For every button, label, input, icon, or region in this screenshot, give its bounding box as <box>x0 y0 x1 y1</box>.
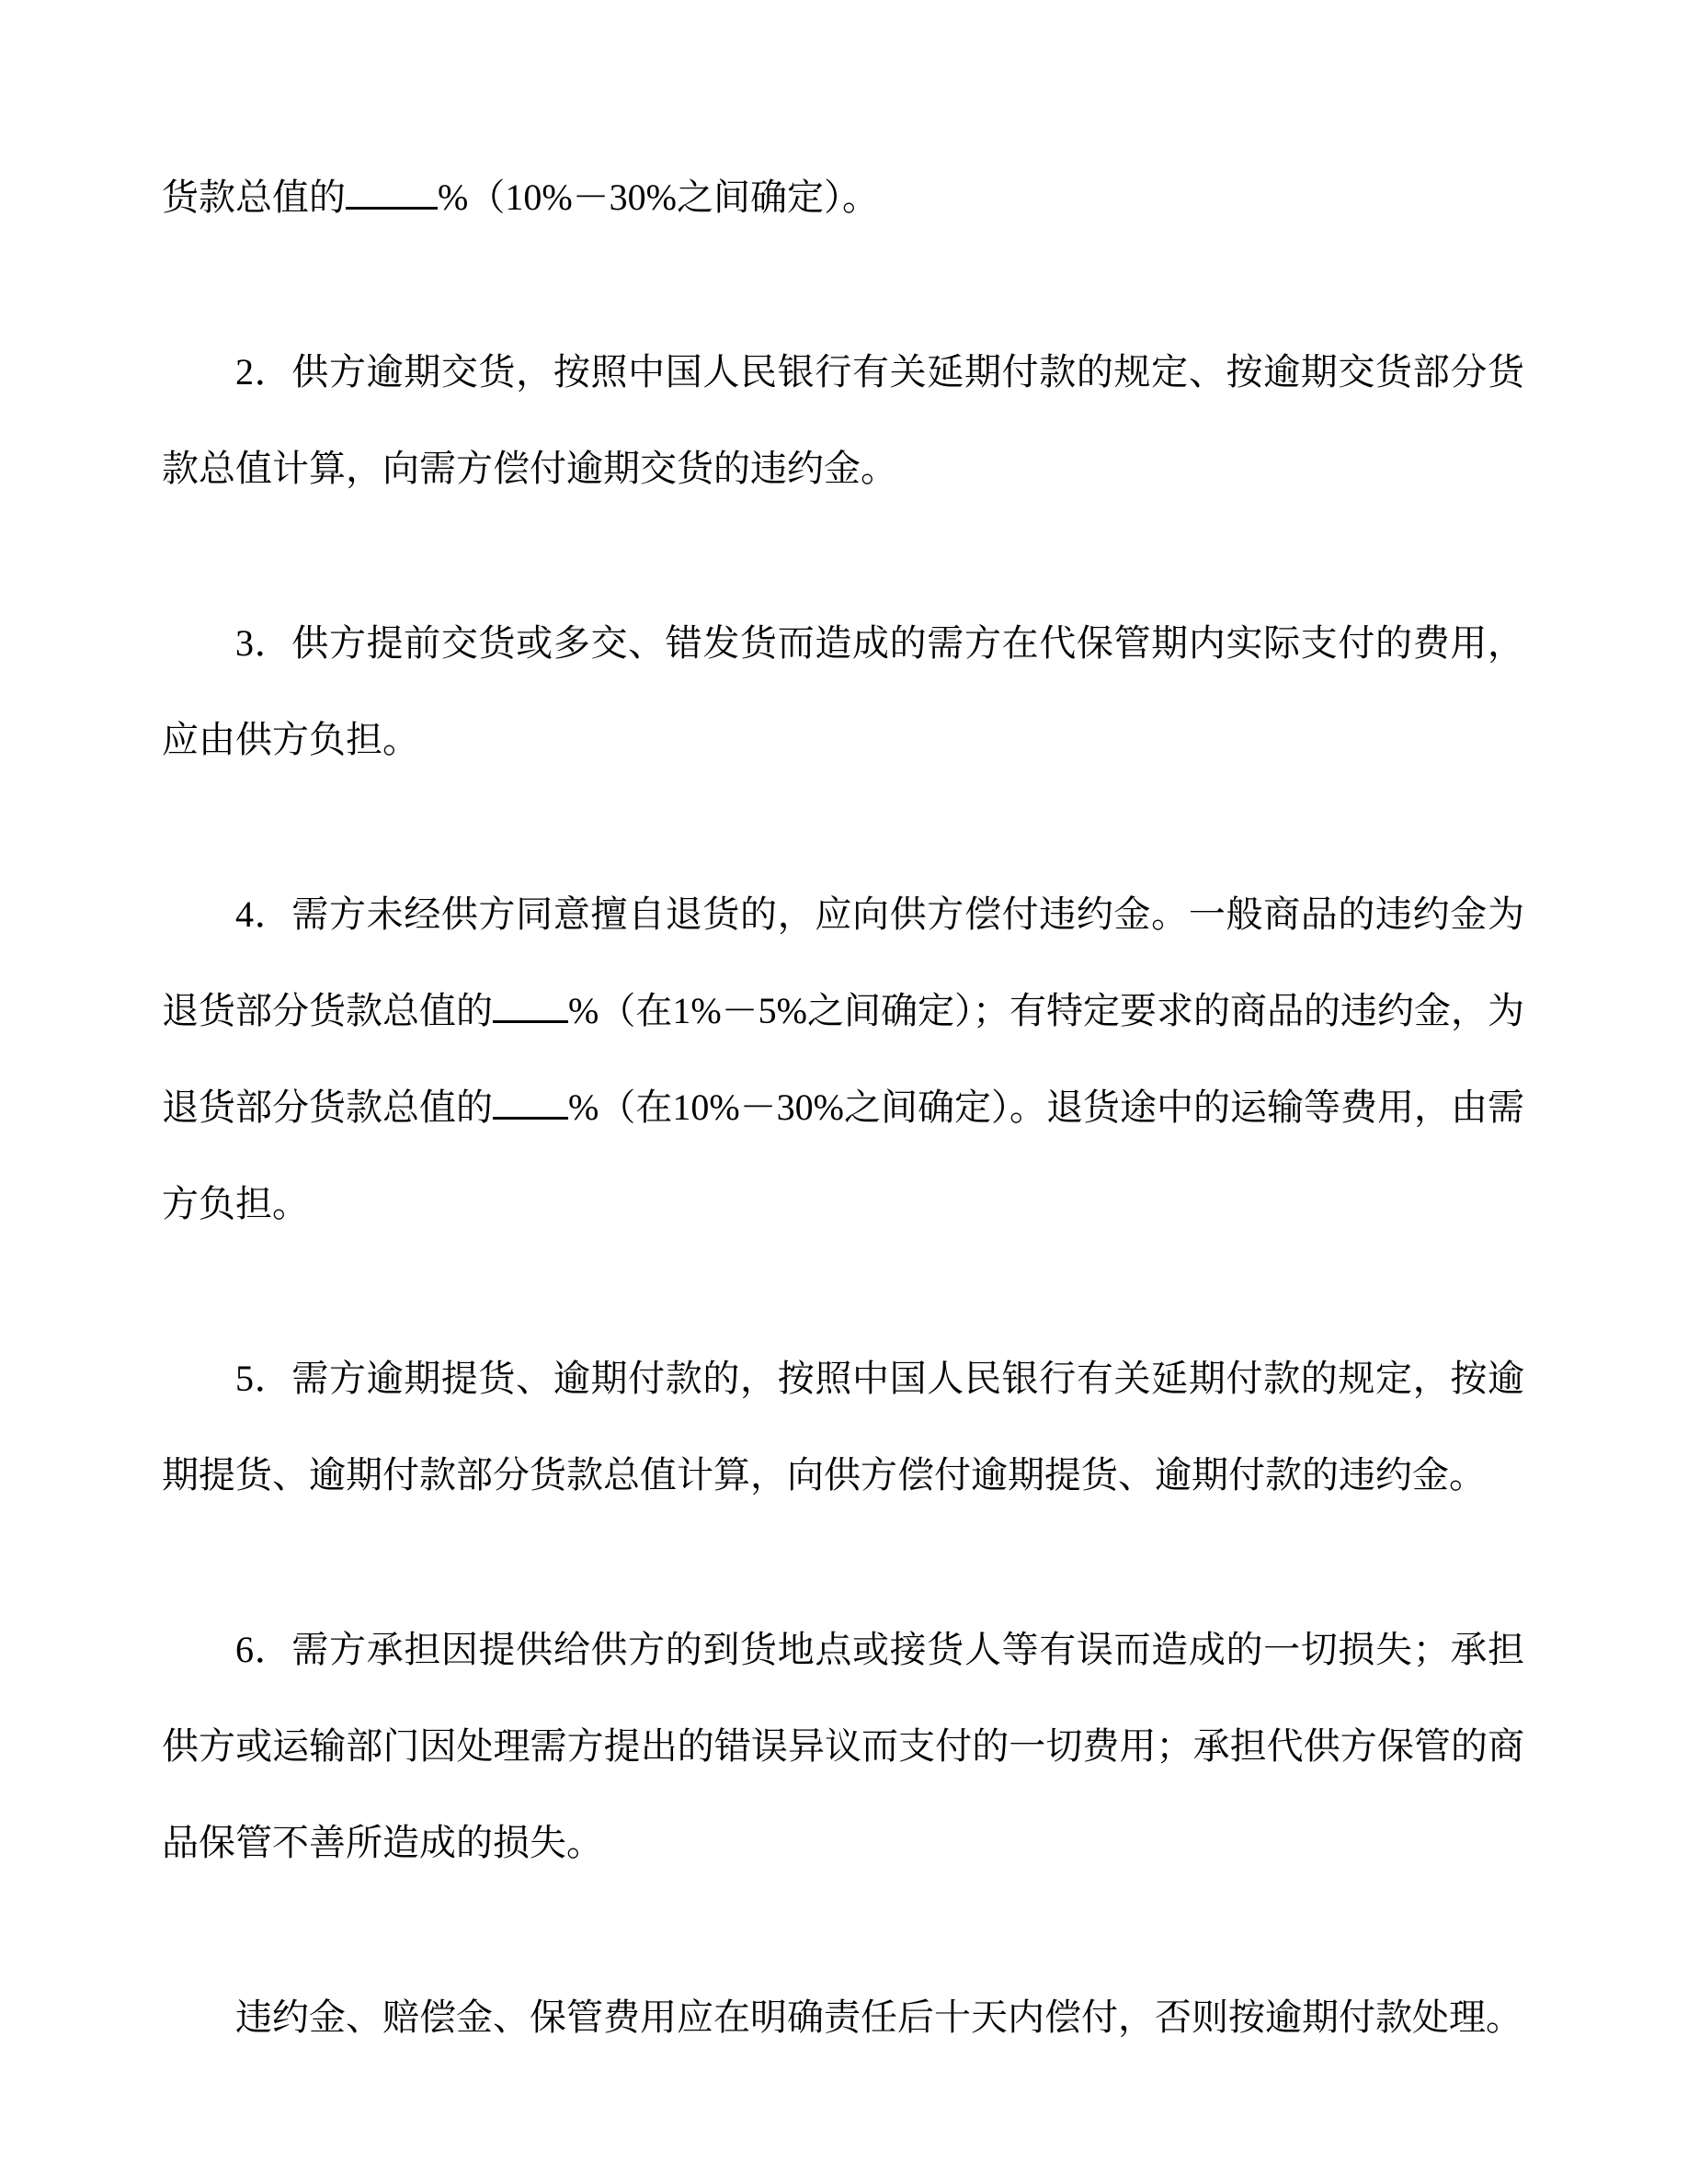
paragraph <box>162 1601 1524 1891</box>
blank-underline <box>493 1086 568 1120</box>
paragraph <box>162 1969 1524 2065</box>
text-run: %（在10%－30%之间确定）。退货途中的运输等费用，由需方负担。 <box>162 1086 1524 1224</box>
paragraph <box>162 149 1524 245</box>
text-run: 违约金、赔偿金、保管费用应在明确责任后十天内偿付，否则按逾期付款处理。 <box>235 1996 1523 2038</box>
text-run: 4．需方未经供方同意擅自退货的，应向供方偿付违约金。一般商品的违约金为退货部分货款总值的 <box>162 893 1524 1031</box>
text-run: 5．需方逾期提货、逾期付款的，按照中国人民银行有关延期付款的规定，按逾期提货、逾期付款部分货款总值计算，向供方偿付逾期提货、逾期付款的违约金。 <box>162 1358 1524 1496</box>
text-run: %（10%－30%之间确定）。 <box>438 176 879 218</box>
blank-underline <box>346 176 438 210</box>
blank-underline <box>493 989 568 1023</box>
paragraph <box>162 595 1524 788</box>
paragraph <box>162 866 1524 1252</box>
text-run: 3．供方提前交货或多交、错发货而造成的需方在代保管期内实际支付的费用，应由供方负担。 <box>162 622 1524 760</box>
text-run: 2．供方逾期交货，按照中国人民银行有关延期付款的规定、按逾期交货部分货款总值计算，向需方偿付逾期交货的违约金。 <box>162 351 1524 489</box>
text-run: 货款总值的 <box>162 176 346 218</box>
text-run: 6．需方承担因提供给供方的到货地点或接货人等有误而造成的一切损失；承担供方或运输部门因处理需方提出的错误异议而支付的一切费用；承担代供方保管的商品保管不善所造成的损失。 <box>162 1629 1524 1863</box>
paragraph <box>162 1330 1524 1523</box>
text-run: %（在1%－5%之间确定）；有特定要求的商品的违约金，为退货部分货款总值的 <box>162 990 1524 1128</box>
paragraph <box>162 324 1524 517</box>
